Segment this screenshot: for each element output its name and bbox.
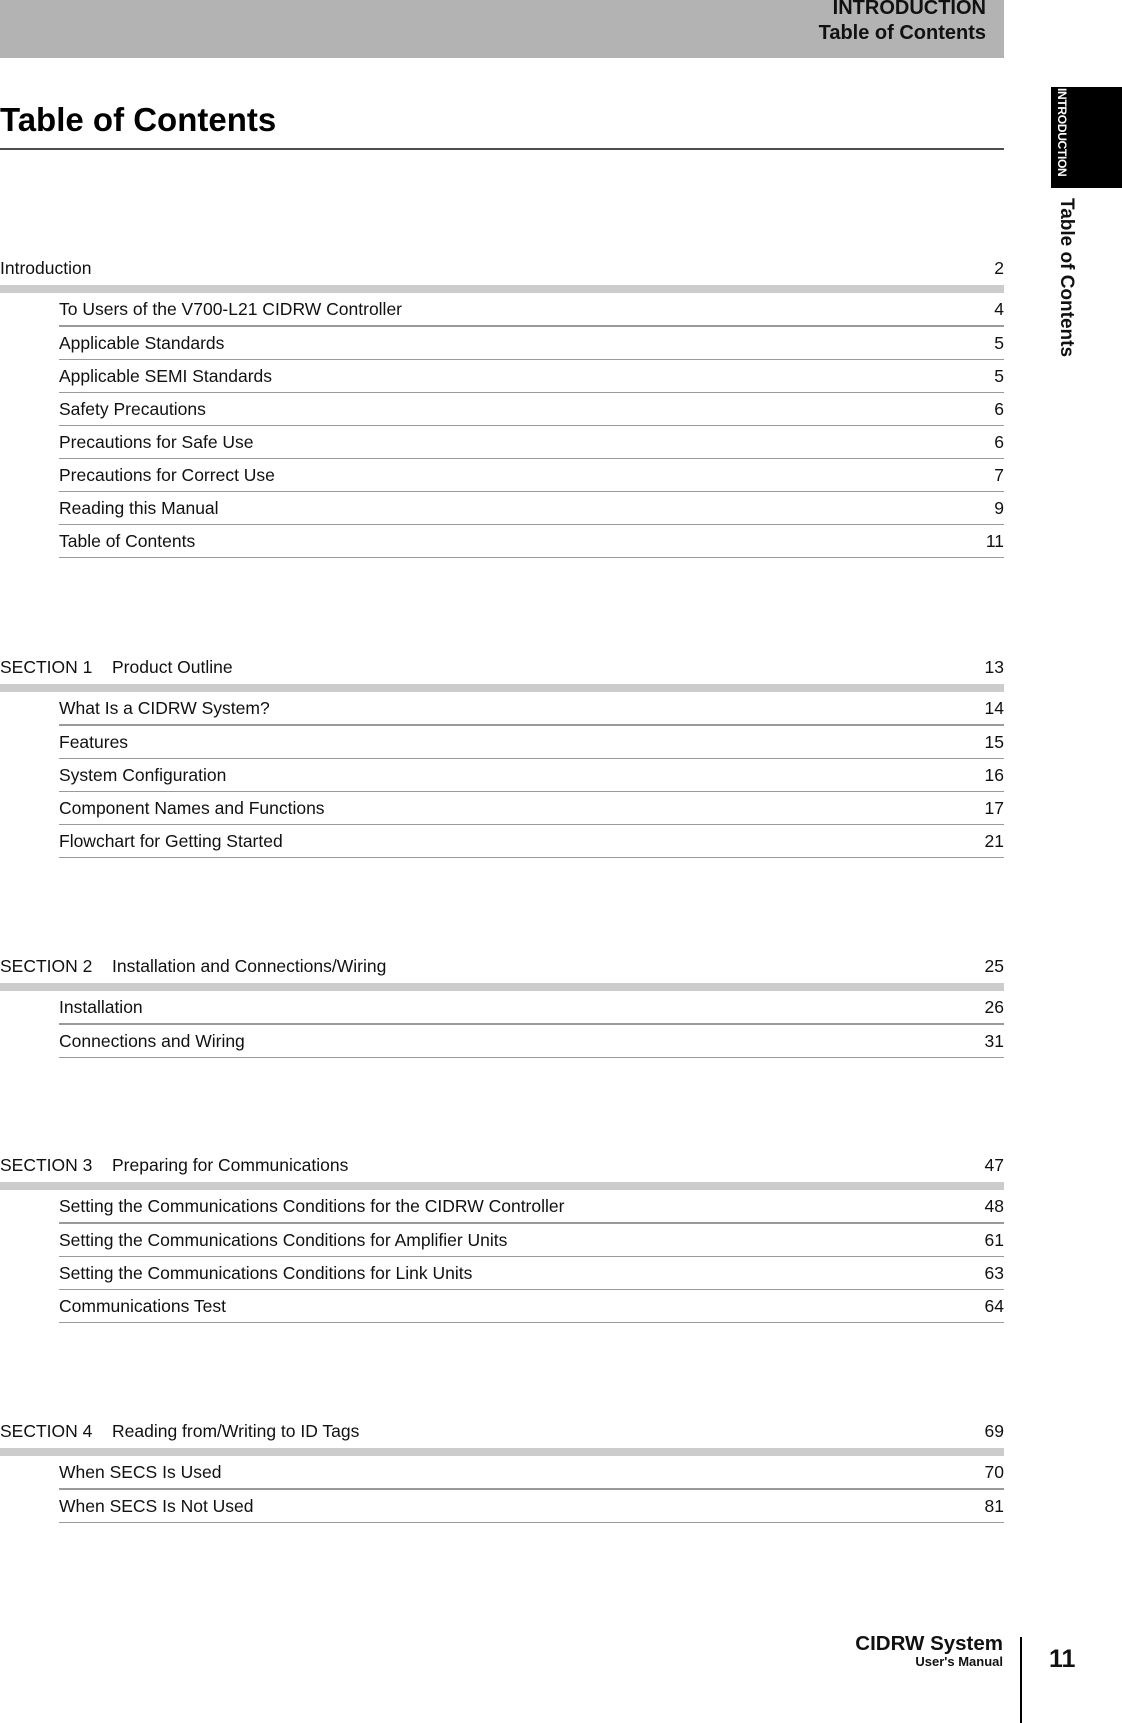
toc-item-page: 63 <box>984 1263 1004 1283</box>
toc-item-list <box>0 991 1004 1058</box>
toc-item[interactable] <box>59 692 1004 726</box>
section-page: 69 <box>984 1421 1004 1441</box>
toc-item[interactable] <box>59 327 1004 360</box>
section-bar <box>0 684 1004 692</box>
toc-item[interactable] <box>59 759 1004 792</box>
chapter-tab <box>1051 87 1122 188</box>
toc-item-title: Applicable Standards <box>59 333 225 353</box>
toc-item-list <box>0 293 1004 558</box>
section-title: Product Outline <box>112 657 233 677</box>
toc-item-title: Precautions for Correct Use <box>59 465 275 485</box>
section-label: SECTION 2 <box>0 956 93 976</box>
header-chapter: INTRODUCTION <box>832 0 986 19</box>
footer-brand <box>855 1633 1003 1669</box>
toc-item-page: 7 <box>994 465 1004 485</box>
section-label: SECTION 4 <box>0 1421 93 1441</box>
toc-item-title: What Is a CIDRW System? <box>59 698 270 718</box>
title-rule <box>0 148 1004 150</box>
toc-item-list <box>0 1190 1004 1323</box>
toc-section-3 <box>0 1148 1004 1323</box>
toc-item[interactable] <box>59 1490 1004 1523</box>
toc-item-title: Applicable SEMI Standards <box>59 366 273 386</box>
toc-item-title: System Configuration <box>59 765 227 785</box>
toc-section-introduction <box>0 251 1004 558</box>
section-heading[interactable] <box>0 650 1004 684</box>
section-label: SECTION 3 <box>0 1155 93 1175</box>
toc-item-title: Table of Contents <box>59 531 196 551</box>
toc-item[interactable] <box>59 360 1004 393</box>
toc-item[interactable] <box>59 825 1004 858</box>
toc-item[interactable] <box>59 1257 1004 1290</box>
toc-item-title: When SECS Is Not Used <box>59 1496 254 1516</box>
section-bar <box>0 1448 1004 1456</box>
section-page: 25 <box>984 956 1004 976</box>
toc-section-2 <box>0 949 1004 1058</box>
footer-document-name: User's Manual <box>915 1654 1003 1669</box>
toc-item-title: Component Names and Functions <box>59 798 325 818</box>
section-label: SECTION 1 <box>0 657 93 677</box>
toc-item-page: 48 <box>984 1196 1004 1216</box>
toc-item-title: When SECS Is Used <box>59 1462 222 1482</box>
section-heading[interactable] <box>0 251 1004 285</box>
section-page: 47 <box>984 1155 1004 1175</box>
side-title: Table of Contents <box>1056 198 1077 358</box>
toc-item-title: Reading this Manual <box>59 498 219 518</box>
toc-item-page: 70 <box>984 1462 1004 1482</box>
toc-item-page: 5 <box>994 333 1004 353</box>
toc-item[interactable] <box>59 459 1004 492</box>
toc-section-1 <box>0 650 1004 858</box>
toc-section-4 <box>0 1414 1004 1523</box>
section-page: 13 <box>984 657 1004 677</box>
footer-divider <box>1020 1637 1022 1723</box>
toc-item-page: 21 <box>984 831 1004 851</box>
toc-item-page: 14 <box>984 698 1004 718</box>
toc-item-title: Flowchart for Getting Started <box>59 831 283 851</box>
section-label: Introduction <box>0 258 92 278</box>
toc-item[interactable] <box>59 393 1004 426</box>
toc-item-title: Connections and Wiring <box>59 1031 245 1051</box>
toc-item[interactable] <box>59 1025 1004 1058</box>
toc-item-title: To Users of the V700-L21 CIDRW Controller <box>59 299 403 319</box>
toc-item-page: 6 <box>994 432 1004 452</box>
section-bar <box>0 1182 1004 1190</box>
toc-item-page: 16 <box>984 765 1004 785</box>
toc-item-page: 15 <box>984 732 1004 752</box>
toc-item[interactable] <box>59 1224 1004 1257</box>
section-heading[interactable] <box>0 949 1004 983</box>
toc-item-title: Setting the Communications Conditions for Amplifier Units <box>59 1230 508 1250</box>
toc-item[interactable] <box>59 293 1004 327</box>
section-page: 2 <box>994 258 1004 278</box>
toc-item[interactable] <box>59 492 1004 525</box>
toc-item-page: 5 <box>994 366 1004 386</box>
section-title: Preparing for Communications <box>112 1155 349 1175</box>
toc-item-page: 17 <box>984 798 1004 818</box>
toc-item-page: 61 <box>984 1230 1004 1250</box>
toc-item-title: Safety Precautions <box>59 399 206 419</box>
section-heading[interactable] <box>0 1414 1004 1448</box>
toc-item-page: 26 <box>984 997 1004 1017</box>
chapter-tab-label: INTRODUCTION <box>1055 88 1069 177</box>
toc-item-title: Installation <box>59 997 143 1017</box>
toc-item-page: 81 <box>984 1496 1004 1516</box>
toc-item-page: 11 <box>985 531 1004 551</box>
toc-item-title: Setting the Communications Conditions for the CIDRW Controller <box>59 1196 565 1216</box>
toc-item[interactable] <box>59 792 1004 825</box>
toc-item-list <box>0 1456 1004 1523</box>
toc-item[interactable] <box>59 991 1004 1025</box>
section-title: Installation and Connections/Wiring <box>112 956 387 976</box>
page-number: 11 <box>1049 1645 1076 1673</box>
toc-item-title: Setting the Communications Conditions for Link Units <box>59 1263 473 1283</box>
toc-item[interactable] <box>59 726 1004 759</box>
toc-item-title: Features <box>59 732 129 752</box>
section-heading[interactable] <box>0 1148 1004 1182</box>
toc-item-list <box>0 692 1004 858</box>
section-bar <box>0 983 1004 991</box>
toc-item-page: 64 <box>984 1296 1004 1316</box>
toc-item-page: 31 <box>984 1031 1004 1051</box>
toc-item[interactable] <box>59 426 1004 459</box>
toc-item[interactable] <box>59 1456 1004 1490</box>
footer-product-name: CIDRW System <box>855 1632 1003 1655</box>
toc-item[interactable] <box>59 525 1004 558</box>
toc-item-title: Communications Test <box>59 1296 226 1316</box>
toc-item-title: Precautions for Safe Use <box>59 432 254 452</box>
header-subtitle: Table of Contents <box>818 22 986 44</box>
section-title: Reading from/Writing to ID Tags <box>112 1421 360 1441</box>
toc-item-page: 4 <box>994 299 1004 319</box>
running-header <box>0 0 1004 58</box>
toc-item-page: 6 <box>994 399 1004 419</box>
page-title: Table of Contents <box>0 101 277 138</box>
section-bar <box>0 285 1004 293</box>
toc-item[interactable] <box>59 1290 1004 1323</box>
toc-item[interactable] <box>59 1190 1004 1224</box>
toc-item-page: 9 <box>994 498 1004 518</box>
